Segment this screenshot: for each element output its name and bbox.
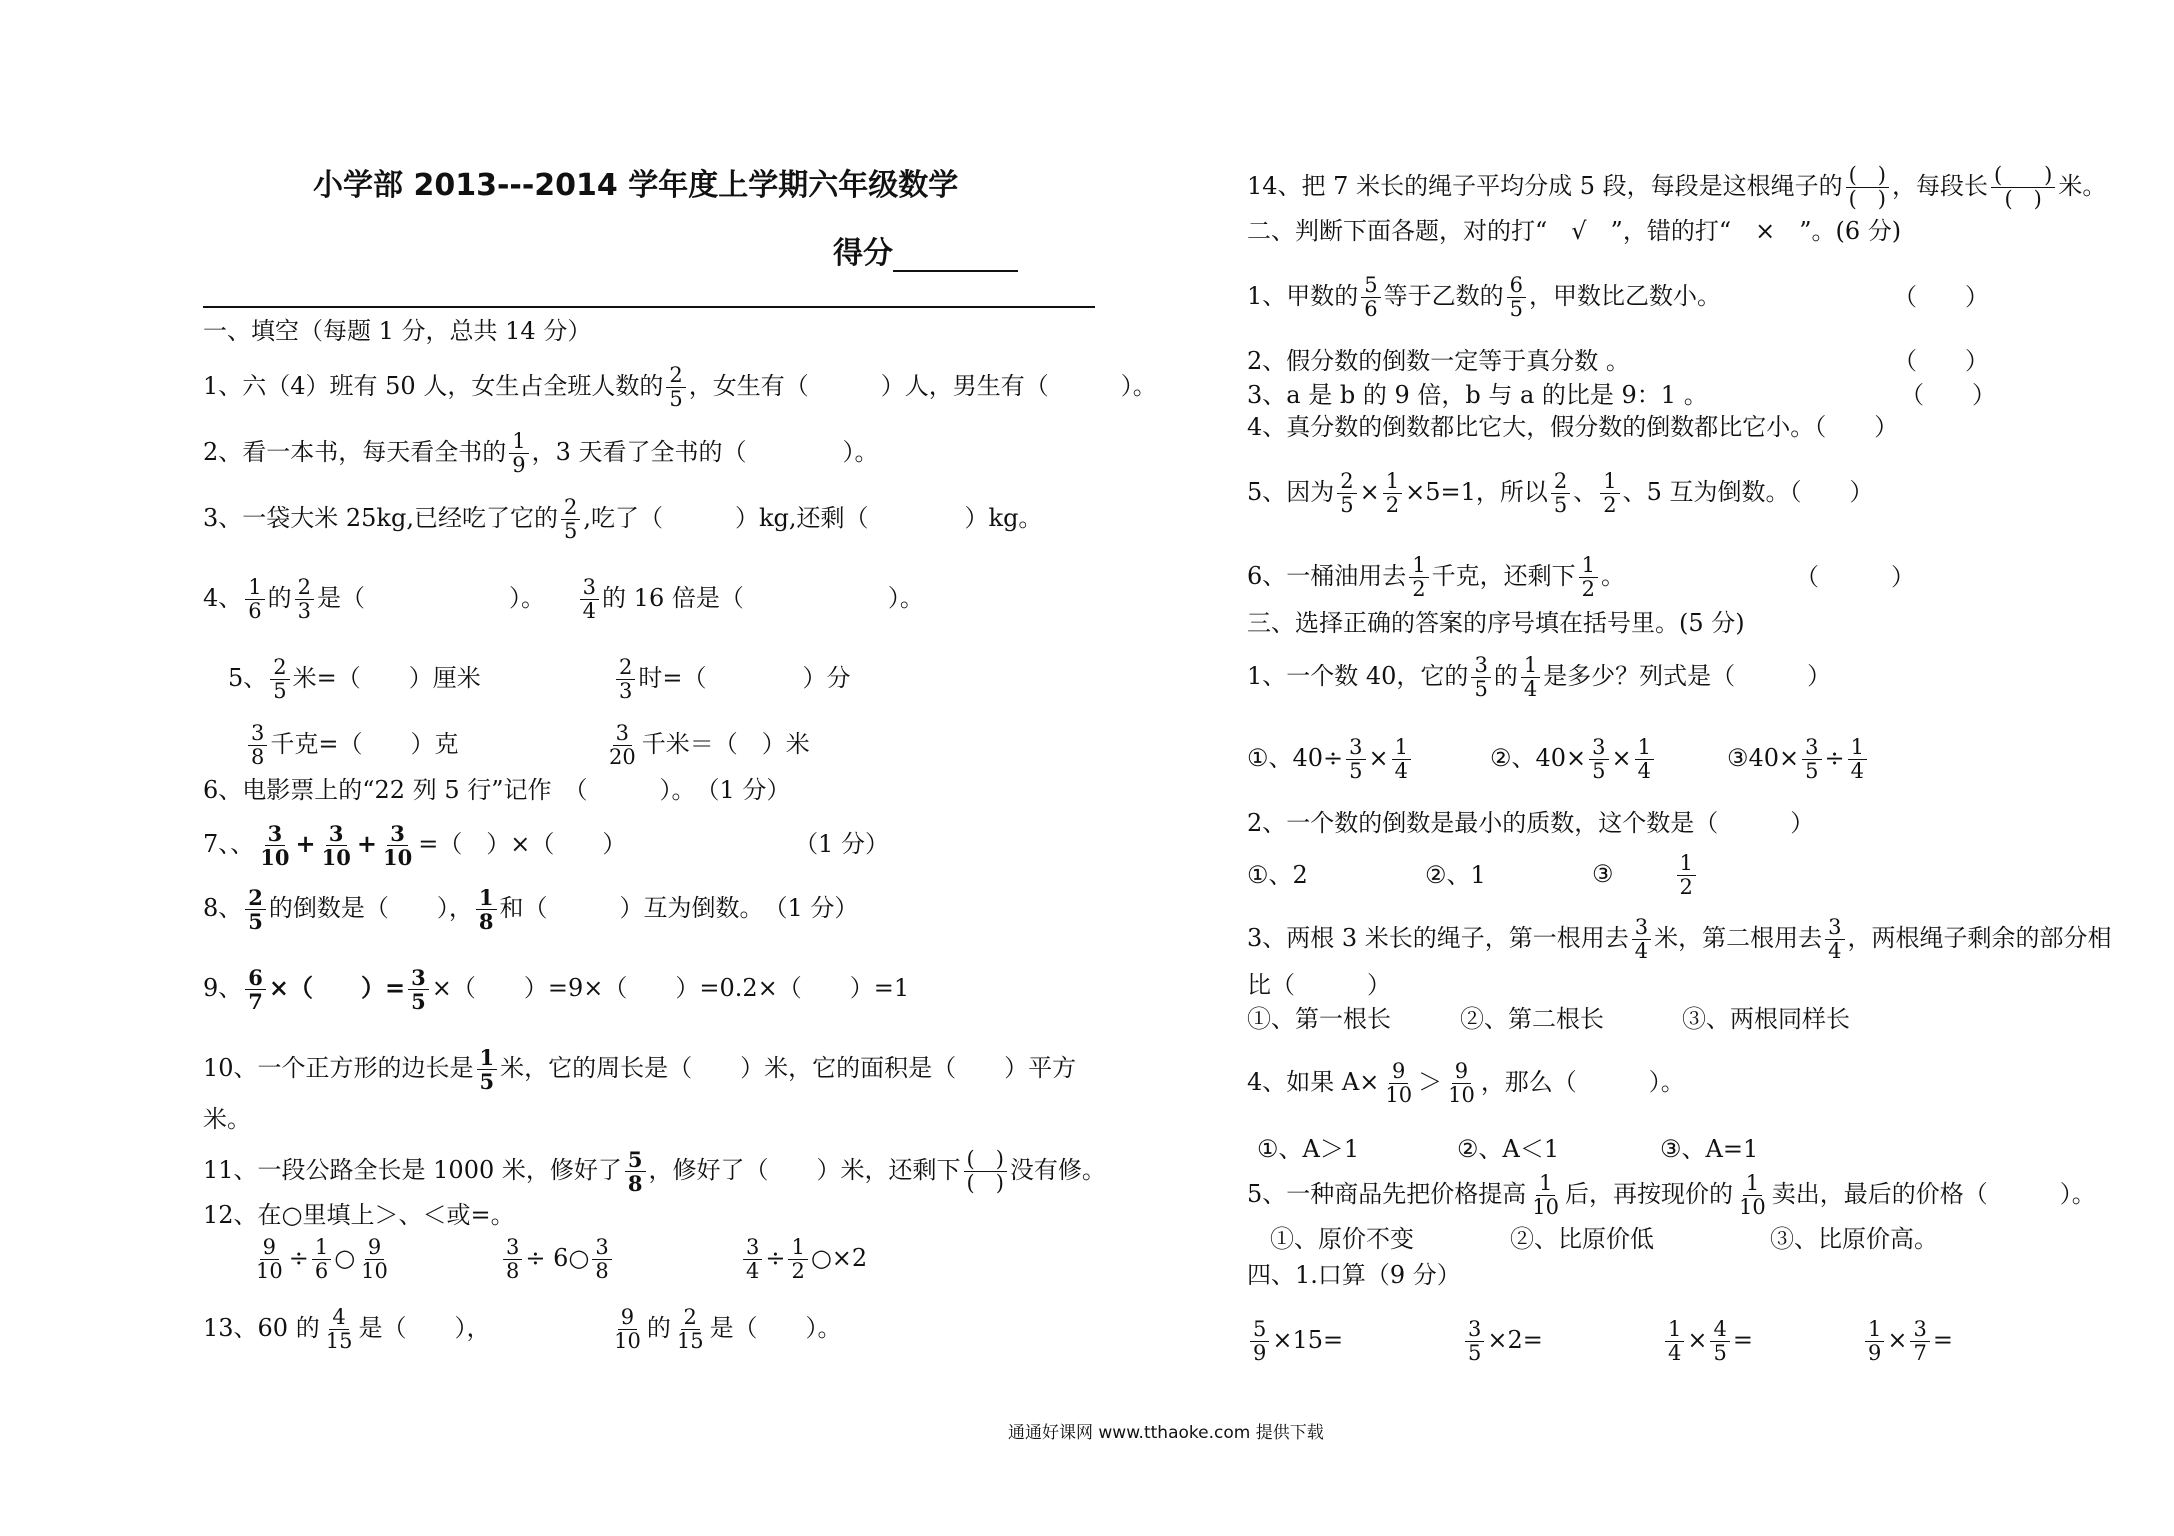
choice-1-option-1: ①、40÷ $\frac{3}{5}$ × $\frac{1}{4}$ [1247, 736, 1414, 783]
question-13: 13、60 的 $\frac{4}{15}$ 是（ ）， $\frac{9}{10}$ 的 $\frac{2}{15}$ 是（ ）。 [203, 1305, 842, 1353]
score-label: 得分 [833, 228, 1018, 272]
choice-3-option-2: ②、第二根长 [1460, 1005, 1604, 1033]
question-10: 10、一个正方形的边长是 $\frac{1}{5}$ 米，它的周长是（ ）米，它的面积是（ ）平方 [203, 1045, 1077, 1094]
question-12-expr-2: $\frac{3}{8}$ ÷ 6○ $\frac{3}{8}$ [500, 1236, 615, 1283]
choice-3: 3、两根 3 米长的绳子，第一根用去 $\frac{3}{4}$ 米，第二根用去 $\frac{3}{4}$ ，两根绳子剩余的部分相 [1247, 915, 2112, 963]
choice-4-option-1: ①、A＞1 [1257, 1135, 1360, 1163]
choice-1: 1、一个数 40，它的 $\frac{3}{5}$ 的 $\frac{1}{4}$ 是多少？列式是（ ） [1247, 653, 1832, 701]
choice-3-option-3: ③、两根同样长 [1682, 1005, 1850, 1033]
judge-2-paren: （ ） [1893, 347, 1989, 375]
judge-2: 2、假分数的倒数一定等于真分数 。 [1247, 347, 1630, 375]
section-true-false: 二、判断下面各题，对的打“ √ ”，错的打“ × ”。(6 分) [1247, 217, 1902, 245]
choice-4-option-2: ②、A＜1 [1457, 1135, 1560, 1163]
section-oral-calc: 四、1.口算（9 分） [1247, 1261, 1461, 1289]
choice-2-option-3: ③ $\frac{1}{2}$ [1592, 852, 1699, 899]
section-choice: 三、选择正确的答案的序号填在括号里。(5 分) [1247, 609, 1745, 637]
question-4: 4、 $\frac{1}{6}$ 的 $\frac{2}{3}$ 是（ ）。 $\frac{3}{4}$ 的 16 倍是（ ）。 [203, 575, 924, 623]
question-10-cont: 米。 [203, 1105, 251, 1133]
choice-2-option-1: ①、2 [1247, 861, 1308, 889]
question-5b: $\frac{3}{8}$ 千克=（ ）克 [245, 722, 458, 769]
choice-2-option-2: ②、1 [1425, 861, 1486, 889]
judge-5: 5、因为 $\frac{2}{5}$ × $\frac{1}{2}$ ×5=1，所以 $\frac{2}{5}$ 、 $\frac{1}{2}$ 、5 互为倒数。（ ） [1247, 469, 1874, 517]
question-9: 9、 $\frac{6}{7}$ ×（ ）= $\frac{3}{5}$ ×（ ）=9×（ ）=0.2×（ ）=1 [203, 965, 910, 1014]
question-5a: 5、 $\frac{2}{5}$ 米=（ ）厘米 [228, 655, 481, 703]
question-12-expr-1: $\frac{9}{10}$ ÷ $\frac{1}{6}$ ○ $\frac{9}{10}$ [256, 1235, 388, 1283]
choice-3-option-1: ①、第一根长 [1247, 1005, 1391, 1033]
choice-1-option-2: ②、40× $\frac{3}{5}$ × $\frac{1}{4}$ [1490, 736, 1657, 783]
question-12-expr-3: $\frac{3}{4}$ ÷ $\frac{1}{2}$ ○×2 [740, 1236, 867, 1283]
oral-calc-3: $\frac{1}{4}$ × $\frac{4}{5}$ = [1662, 1318, 1753, 1365]
oral-calc-2: $\frac{3}{5}$ ×2= [1462, 1318, 1543, 1365]
page-title: 小学部 2013---2014 学年度上学期六年级数学 [313, 168, 959, 203]
judge-3-paren: （ ） [1900, 381, 1996, 409]
choice-5-option-2: ②、比原价低 [1510, 1225, 1654, 1253]
oral-calc-4: $\frac{1}{9}$ × $\frac{3}{7}$ = [1862, 1318, 1953, 1365]
oral-calc-1: $\frac{5}{9}$ ×15= [1247, 1318, 1343, 1365]
judge-6: 6、一桶油用去 $\frac{1}{2}$ 千克，还剩下 $\frac{1}{2}$ 。 [1247, 553, 1626, 601]
choice-4: 4、如果 A× $\frac{9}{10}$ ＞ $\frac{9}{10}$ ，那么（ ）。 [1247, 1059, 1685, 1107]
section-fill-in: 一、填空（每题 1 分，总共 14 分） [203, 317, 592, 345]
choice-5-option-1: ①、原价不变 [1270, 1225, 1414, 1253]
question-5b-part2: $\frac{3}{20}$ 千米＝（ ）米 [609, 721, 810, 769]
question-2: 2、看一本书，每天看全书的 $\frac{1}{9}$ ，3 天看了全书的（ ）。 [203, 429, 879, 477]
judge-4: 4、真分数的倒数都比它大，假分数的倒数都比它小。（ ） [1247, 413, 1899, 441]
choice-5: 5、一种商品先把价格提高 $\frac{1}{10}$ 后，再按现价的 $\frac{1}{10}$ 卖出，最后的价格（ ）。 [1247, 1171, 2096, 1219]
choice-1-option-3: ③40× $\frac{3}{5}$ ÷ $\frac{1}{4}$ [1727, 736, 1870, 783]
question-3: 3、一袋大米 25kg,已经吃了它的 $\frac{2}{5}$ ,吃了（ ）kg,还剩（ ）kg。 [203, 495, 1043, 543]
footer-credit: 通通好课网 www.tthaoke.com 提供下载 [1008, 1423, 1324, 1443]
question-6: 6、电影票上的“22 列 5 行”记作 （ ）。 （1 分） [203, 776, 791, 804]
choice-2: 2、一个数的倒数是最小的质数，这个数是（ ） [1247, 809, 1815, 837]
choice-5-option-3: ③、比原价高。 [1770, 1225, 1938, 1253]
question-11: 11、一段公路全长是 1000 米，修好了 $\frac{5}{8}$ ，修好了（ ）米，还剩下 $\frac{( )}{( )}$ 没有修。 [203, 1147, 1106, 1196]
judge-3: 3、a 是 b 的 9 倍，b 与 a 的比是 9：1 。 [1247, 381, 1708, 409]
choice-4-option-3: ③、A=1 [1660, 1135, 1759, 1163]
question-7: 7、、 $\frac{3}{10}$ + $\frac{3}{10}$ + $\frac{3}{10}$ =（ ）×（ ） （1 分） [203, 821, 889, 870]
question-5a-part2: $\frac{2}{3}$ 时=（ ）分 [613, 656, 850, 703]
question-1: 1、六（4）班有 50 人，女生占全班人数的 $\frac{2}{5}$ ，女生有（ ）人，男生有（ ）。 [203, 363, 1157, 411]
judge-1: 1、甲数的 $\frac{5}{6}$ 等于乙数的 $\frac{6}{5}$ ，甲数比乙数小。 [1247, 273, 1722, 321]
question-12-label: 12、在○里填上＞、＜或=。 [203, 1201, 515, 1229]
header-rule [203, 306, 1095, 308]
judge-1-paren: （ ） [1893, 283, 1989, 311]
judge-6-paren: （ ） [1795, 563, 1915, 591]
question-14: 14、把 7 米长的绳子平均分成 5 段，每段是这根绳子的 $\frac{( )}{( )}$ ，每段长 $\frac{( )}{( )}$ 米。 [1247, 163, 2107, 211]
choice-3-cont: 比（ ） [1247, 971, 1391, 999]
question-8: 8、 $\frac{2}{5}$ 的倒数是（ ）， $\frac{1}{8}$ 和（ ）互为倒数。 （1 分） [203, 885, 859, 934]
